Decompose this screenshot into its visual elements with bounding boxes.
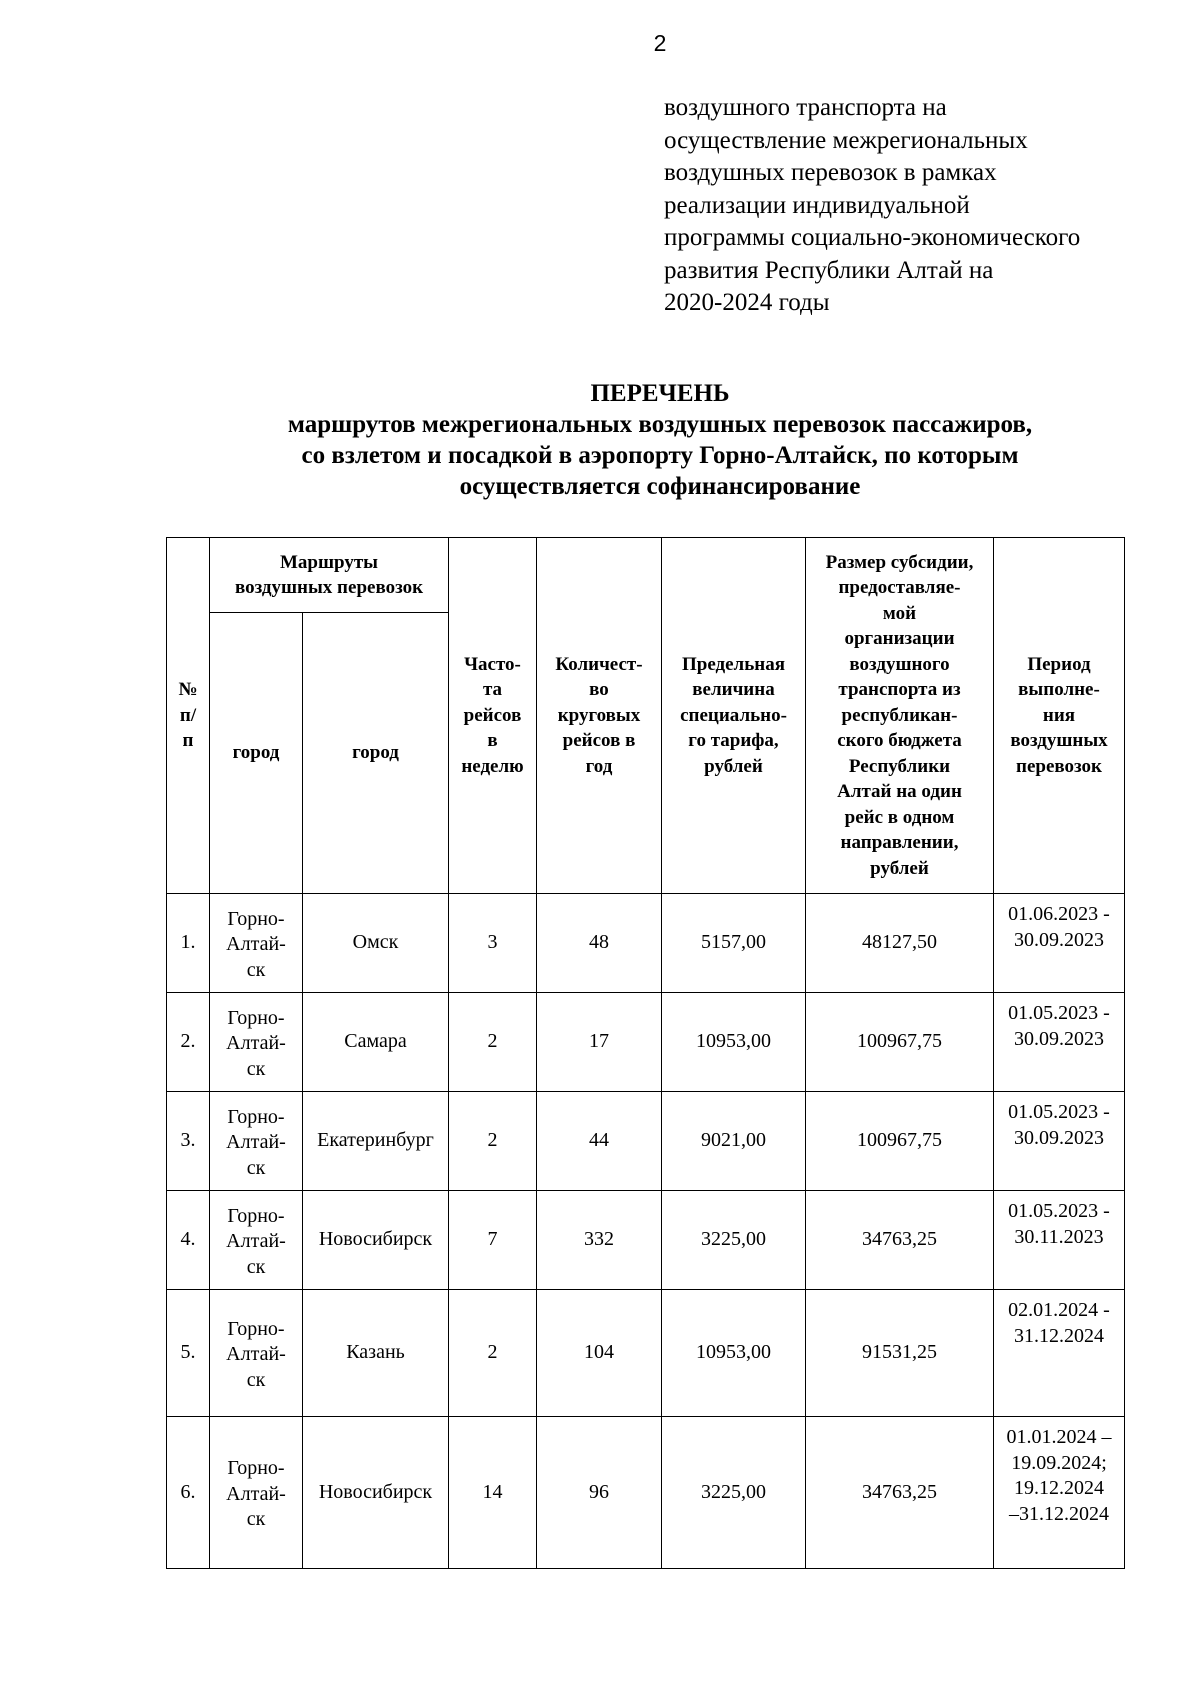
cell-frequency: 2 bbox=[449, 1092, 537, 1191]
header-frequency-line: рейсов bbox=[463, 704, 522, 726]
cell-period-line: 01.06.2023 - bbox=[1008, 903, 1110, 925]
cell-city-from bbox=[210, 894, 303, 993]
cell-num: 5. bbox=[167, 1290, 210, 1417]
header-period-line: перевозок bbox=[1016, 755, 1102, 777]
header-max-tariff-line: го тарифа, bbox=[688, 730, 779, 752]
header-subsidy-line: предоставляе- bbox=[838, 577, 961, 599]
table-row bbox=[167, 1417, 1125, 1569]
header-period-line: ния bbox=[1042, 704, 1076, 726]
cell-city-from-line: Алтай- bbox=[226, 1032, 286, 1055]
cell-city-from-line: Алтай- bbox=[226, 1482, 286, 1505]
cell-city-from-line: Горно- bbox=[227, 1105, 285, 1128]
cell-city-from-line: Горно- bbox=[227, 1457, 285, 1480]
header-round-trips-line: круговых bbox=[557, 704, 641, 726]
header-max-tariff bbox=[662, 538, 806, 894]
cell-period-line: 19.09.2024; bbox=[1011, 1451, 1107, 1474]
routes-table bbox=[166, 537, 1125, 1569]
cell-max-tariff: 5157,00 bbox=[662, 894, 806, 993]
cell-frequency: 7 bbox=[449, 1191, 537, 1290]
header-routes-line: Маршруты bbox=[279, 551, 379, 573]
header-period-line: выполне- bbox=[1018, 679, 1100, 701]
table-row bbox=[167, 993, 1125, 1092]
header-frequency-line: та bbox=[482, 679, 503, 701]
cell-city-from-line: Алтай- bbox=[226, 1343, 286, 1366]
cell-subsidy: 100967,75 bbox=[806, 993, 994, 1092]
cell-city-from bbox=[210, 1290, 303, 1417]
header-frequency-line: неделю bbox=[461, 755, 524, 777]
cell-city-from-line: Алтай- bbox=[226, 1131, 286, 1154]
cell-city-from-line: ск bbox=[246, 1508, 266, 1531]
header-subsidy-line: транспорта из bbox=[838, 679, 961, 701]
header-round-trips-line: год bbox=[585, 755, 613, 777]
header-frequency-line: Часто- bbox=[464, 653, 521, 675]
cell-round-trips: 96 bbox=[537, 1417, 662, 1569]
header-max-tariff-line: рублей bbox=[704, 755, 763, 777]
header-round-trips bbox=[537, 538, 662, 894]
page-number: 2 bbox=[653, 30, 667, 56]
cell-city-to: Казань bbox=[303, 1290, 449, 1417]
cell-city-to: Екатеринбург bbox=[303, 1092, 449, 1191]
header-frequency-line: в bbox=[487, 730, 498, 752]
header-period-line: воздушных bbox=[1010, 730, 1108, 752]
cell-round-trips: 48 bbox=[537, 894, 662, 993]
cell-max-tariff: 3225,00 bbox=[662, 1191, 806, 1290]
cell-frequency: 3 bbox=[449, 894, 537, 993]
cell-num: 4. bbox=[167, 1191, 210, 1290]
cell-period-line: 01.05.2023 - bbox=[1008, 1002, 1110, 1024]
header-num bbox=[167, 538, 210, 894]
title-line: со взлетом и посадкой в аэропорту Горно-Алтайск, по которым bbox=[301, 442, 1019, 469]
header-city-from: город bbox=[210, 613, 303, 894]
subtitle-line: развития Республики Алтай на bbox=[664, 256, 994, 284]
subtitle-block bbox=[664, 92, 1184, 320]
cell-max-tariff: 10953,00 bbox=[662, 993, 806, 1092]
cell-period-line: 30.11.2023 bbox=[1014, 1225, 1104, 1248]
cell-period-line: 01.05.2023 - bbox=[1008, 1101, 1110, 1123]
header-num-line: п/ bbox=[179, 704, 197, 726]
header-round-trips-line: рейсов в bbox=[562, 730, 636, 752]
header-frequency bbox=[449, 538, 537, 894]
cell-max-tariff: 3225,00 bbox=[662, 1417, 806, 1569]
cell-city-from-line: ск bbox=[246, 1368, 266, 1391]
cell-city-from bbox=[210, 1191, 303, 1290]
cell-num: 3. bbox=[167, 1092, 210, 1191]
cell-round-trips: 104 bbox=[537, 1290, 662, 1417]
cell-period bbox=[994, 1191, 1125, 1290]
header-routes-line: воздушных перевозок bbox=[234, 577, 424, 598]
header-subsidy-line: рейс в одном bbox=[844, 806, 955, 828]
subtitle-line: реализации индивидуальной bbox=[664, 191, 970, 219]
cell-frequency: 2 bbox=[449, 993, 537, 1092]
cell-subsidy: 34763,25 bbox=[806, 1417, 994, 1569]
table-row bbox=[167, 894, 1125, 993]
cell-city-from-line: Горно- bbox=[227, 1204, 285, 1227]
header-subsidy-line: мой bbox=[882, 602, 917, 624]
cell-subsidy: 48127,50 bbox=[806, 894, 994, 993]
table-row bbox=[167, 1092, 1125, 1191]
cell-period bbox=[994, 1417, 1125, 1569]
cell-city-from-line: Алтай- bbox=[226, 933, 286, 956]
cell-period-line: 01.05.2023 - bbox=[1008, 1200, 1110, 1222]
cell-city-from-line: Алтай- bbox=[226, 1230, 286, 1253]
subtitle-line: воздушных перевозок в рамках bbox=[664, 159, 997, 186]
cell-city-to: Самара bbox=[303, 993, 449, 1092]
header-city-to: город bbox=[303, 613, 449, 894]
cell-period-line: 19.12.2024 bbox=[1014, 1477, 1104, 1499]
header-subsidy-line: организации bbox=[844, 628, 955, 650]
cell-max-tariff: 9021,00 bbox=[662, 1092, 806, 1191]
cell-round-trips: 17 bbox=[537, 993, 662, 1092]
title-heading: ПЕРЕЧЕНЬ bbox=[590, 380, 730, 407]
cell-city-from-line: ск bbox=[246, 958, 266, 981]
header-subsidy-line: направлении, bbox=[840, 832, 959, 854]
cell-city-from-line: Горно- bbox=[227, 1006, 285, 1029]
cell-period bbox=[994, 1290, 1125, 1417]
header-subsidy-line: Размер субсидии, bbox=[825, 551, 974, 573]
cell-city-to: Новосибирск bbox=[303, 1191, 449, 1290]
title-line: осуществляется софинансирование bbox=[459, 473, 861, 500]
header-subsidy-line: Республики bbox=[848, 755, 951, 777]
header-subsidy-line: Алтай на один bbox=[837, 781, 962, 803]
cell-period-line: 30.09.2023 bbox=[1014, 1126, 1104, 1149]
cell-city-from-line: Горно- bbox=[227, 907, 285, 930]
cell-frequency: 2 bbox=[449, 1290, 537, 1417]
header-round-trips-line: Количест- bbox=[555, 653, 643, 675]
cell-period-line: 30.09.2023 bbox=[1014, 1027, 1104, 1050]
cell-city-from-line: Горно- bbox=[227, 1317, 285, 1340]
cell-city-from-line: ск bbox=[246, 1057, 266, 1080]
cell-period-line: –31.12.2024 bbox=[1009, 1502, 1109, 1525]
header-subsidy-line: ского бюджета bbox=[837, 730, 962, 752]
header-period bbox=[994, 538, 1125, 894]
subtitle-line: воздушного транспорта на bbox=[664, 94, 947, 121]
cell-num: 2. bbox=[167, 993, 210, 1092]
header-round-trips-line: во bbox=[589, 679, 609, 701]
subtitle-line: программы социально-экономического bbox=[664, 224, 1081, 251]
cell-subsidy: 100967,75 bbox=[806, 1092, 994, 1191]
cell-num: 6. bbox=[167, 1417, 210, 1569]
cell-period-line: 02.01.2024 - bbox=[1008, 1299, 1110, 1321]
cell-period bbox=[994, 894, 1125, 993]
header-subsidy-line: рублей bbox=[870, 857, 929, 879]
cell-city-from-line: ск bbox=[246, 1255, 266, 1278]
header-subsidy-line: республикан- bbox=[841, 704, 958, 726]
cell-period-line: 01.01.2024 – bbox=[1006, 1426, 1112, 1448]
cell-period bbox=[994, 1092, 1125, 1191]
cell-max-tariff: 10953,00 bbox=[662, 1290, 806, 1417]
table-row bbox=[167, 1191, 1125, 1290]
cell-round-trips: 332 bbox=[537, 1191, 662, 1290]
table-body bbox=[167, 894, 1125, 1569]
header-subsidy-line: воздушного bbox=[849, 653, 950, 675]
cell-subsidy: 34763,25 bbox=[806, 1191, 994, 1290]
title-line: маршрутов межрегиональных воздушных перевозок пассажиров, bbox=[287, 411, 1033, 438]
header-num-line: п bbox=[182, 730, 194, 752]
cell-frequency: 14 bbox=[449, 1417, 537, 1569]
cell-city-from bbox=[210, 1417, 303, 1569]
header-max-tariff-line: Предельная bbox=[681, 653, 785, 675]
cell-city-to: Омск bbox=[303, 894, 449, 993]
cell-city-to: Новосибирск bbox=[303, 1417, 449, 1569]
header-subsidy bbox=[806, 538, 994, 894]
cell-period-line: 31.12.2024 bbox=[1014, 1324, 1104, 1347]
header-max-tariff-line: специально- bbox=[680, 704, 787, 726]
header-period-line: Период bbox=[1027, 653, 1091, 675]
header-routes bbox=[210, 538, 449, 613]
cell-round-trips: 44 bbox=[537, 1092, 662, 1191]
header-max-tariff-line: величина bbox=[692, 679, 775, 701]
cell-city-from-line: ск bbox=[246, 1156, 266, 1179]
subtitle-line: осуществление межрегиональных bbox=[664, 126, 1028, 154]
cell-num: 1. bbox=[167, 894, 210, 993]
document-title bbox=[160, 378, 1160, 502]
subtitle-line: 2020-2024 годы bbox=[664, 289, 830, 316]
cell-city-from bbox=[210, 1092, 303, 1191]
cell-period-line: 30.09.2023 bbox=[1014, 928, 1104, 951]
cell-city-from bbox=[210, 993, 303, 1092]
cell-period bbox=[994, 993, 1125, 1092]
cell-subsidy: 91531,25 bbox=[806, 1290, 994, 1417]
header-num-line: № bbox=[178, 679, 198, 701]
table-row bbox=[167, 1290, 1125, 1417]
